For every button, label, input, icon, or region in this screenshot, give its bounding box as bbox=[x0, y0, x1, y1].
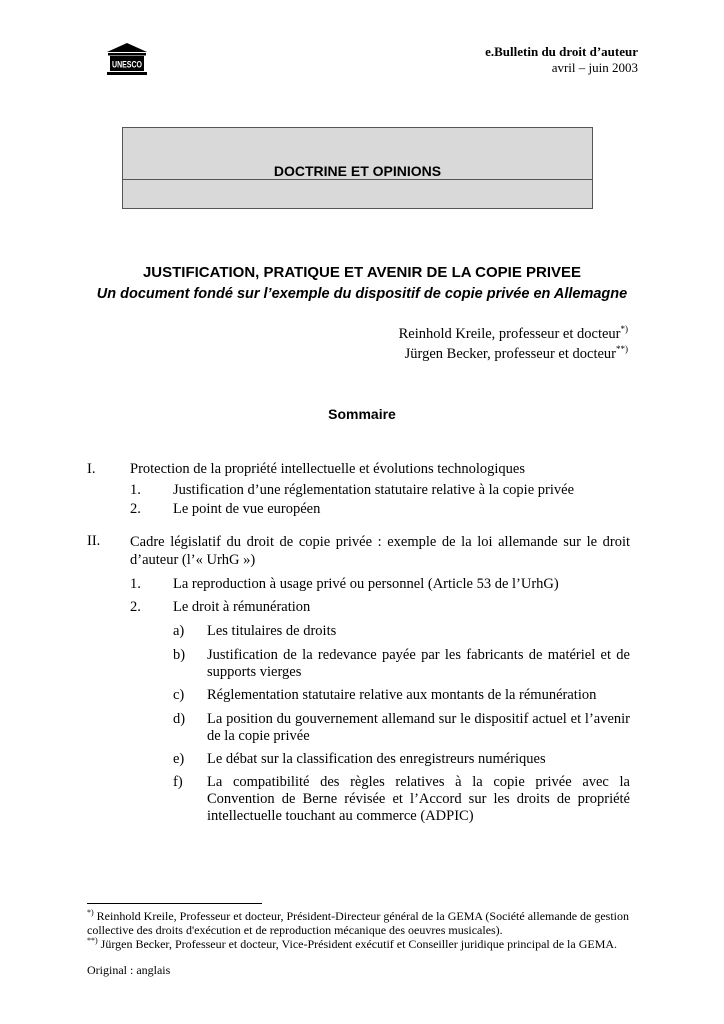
toc-item: Le droit à rémunération bbox=[173, 599, 311, 615]
toc-item: Le point de vue européen bbox=[173, 501, 321, 517]
toc-subitem-letter: a) bbox=[173, 623, 185, 639]
toc-subitem-letter: c) bbox=[173, 687, 185, 703]
summary-heading: Sommaire bbox=[328, 406, 396, 422]
bulletin-title: e.Bulletin du droit d’auteur bbox=[485, 44, 638, 59]
toc-section-number: II. bbox=[87, 533, 101, 549]
toc-subitem: Justification de la redevance payée par les fabricants de matériel et de supports vierges bbox=[207, 647, 630, 680]
toc-item-number: 2. bbox=[130, 599, 141, 615]
bulletin-date: avril – juin 2003 bbox=[551, 60, 638, 75]
article-subtitle: Un document fondé sur l’exemple du dispositif de copie privée en Allemagne bbox=[96, 286, 628, 302]
toc-subitem: Réglementation statutaire relative aux montants de la rémunération bbox=[207, 687, 597, 703]
footnote-mark: **) bbox=[87, 936, 98, 945]
banner-divider bbox=[123, 179, 592, 180]
toc-subitem: Le débat sur la classification des enregistreurs numériques bbox=[207, 751, 546, 767]
toc-item-number: 2. bbox=[130, 501, 141, 517]
author-name: Reinhold Kreile, professeur et docteur bbox=[398, 326, 621, 342]
toc-subitem: Les titulaires de droits bbox=[207, 623, 337, 639]
toc-item: Justification d’une réglementation statutaire relative à la copie privée bbox=[173, 482, 575, 498]
toc-section-title: Cadre législatif du droit de copie privée : exemple de la loi allemande sur le droit d’auteur (l’« UrhG ») bbox=[130, 534, 630, 568]
toc-subitem: La position du gouvernement allemand sur le dispositif actuel et l’avenir de la copie privée bbox=[207, 711, 630, 744]
footnote bbox=[87, 937, 642, 951]
toc-section-number: I. bbox=[87, 461, 96, 477]
footnote bbox=[87, 909, 642, 937]
footnote-mark: *) bbox=[87, 908, 94, 917]
bulletin-header bbox=[485, 44, 638, 76]
author-footnote-mark[interactable]: **) bbox=[616, 344, 628, 354]
toc-item-number: 1. bbox=[130, 576, 141, 592]
article-title: JUSTIFICATION, PRATIQUE ET AVENIR DE LA COPIE PRIVEE bbox=[142, 264, 582, 281]
footnote-separator bbox=[87, 903, 262, 904]
section-banner bbox=[122, 127, 593, 209]
toc-subitem: La compatibilité des règles relatives à la copie privée avec la Convention de Berne révisée et l’Accord sur les droits de propriété intellectuelle touchant au commerce (ADPIC) bbox=[207, 774, 630, 824]
logo-text: UNESCO bbox=[112, 59, 142, 70]
author-line bbox=[405, 346, 628, 363]
author-line bbox=[399, 326, 628, 343]
banner-title: DOCTRINE ET OPINIONS bbox=[273, 163, 442, 179]
toc-item-number: 1. bbox=[130, 482, 141, 498]
toc-subitem-letter: f) bbox=[173, 774, 183, 790]
toc-subitem-letter: d) bbox=[173, 711, 186, 727]
toc-section-title: Protection de la propriété intellectuelle et évolutions technologiques bbox=[130, 461, 526, 477]
author-name: Jürgen Becker, professeur et docteur bbox=[404, 346, 616, 362]
footnote-text: Jürgen Becker, Professeur et docteur, Vice-Président exécutif et Conseiller juridique principal de la GEMA. bbox=[97, 937, 618, 951]
toc-subitem-letter: b) bbox=[173, 647, 186, 663]
toc-subitem-letter: e) bbox=[173, 751, 185, 767]
original-language-note: Original : anglais bbox=[87, 963, 171, 977]
toc-item: La reproduction à usage privé ou personnel (Article 53 de l’UrhG) bbox=[173, 576, 559, 592]
footnote-text: Reinhold Kreile, Professeur et docteur, Président-Directeur général de la GEMA (Société allemande de gestion collective des droits d'exécution et de reproduction mécanique des oeuvres musicales). bbox=[87, 909, 630, 937]
unesco-logo bbox=[104, 42, 150, 78]
author-footnote-mark[interactable]: *) bbox=[620, 324, 628, 334]
